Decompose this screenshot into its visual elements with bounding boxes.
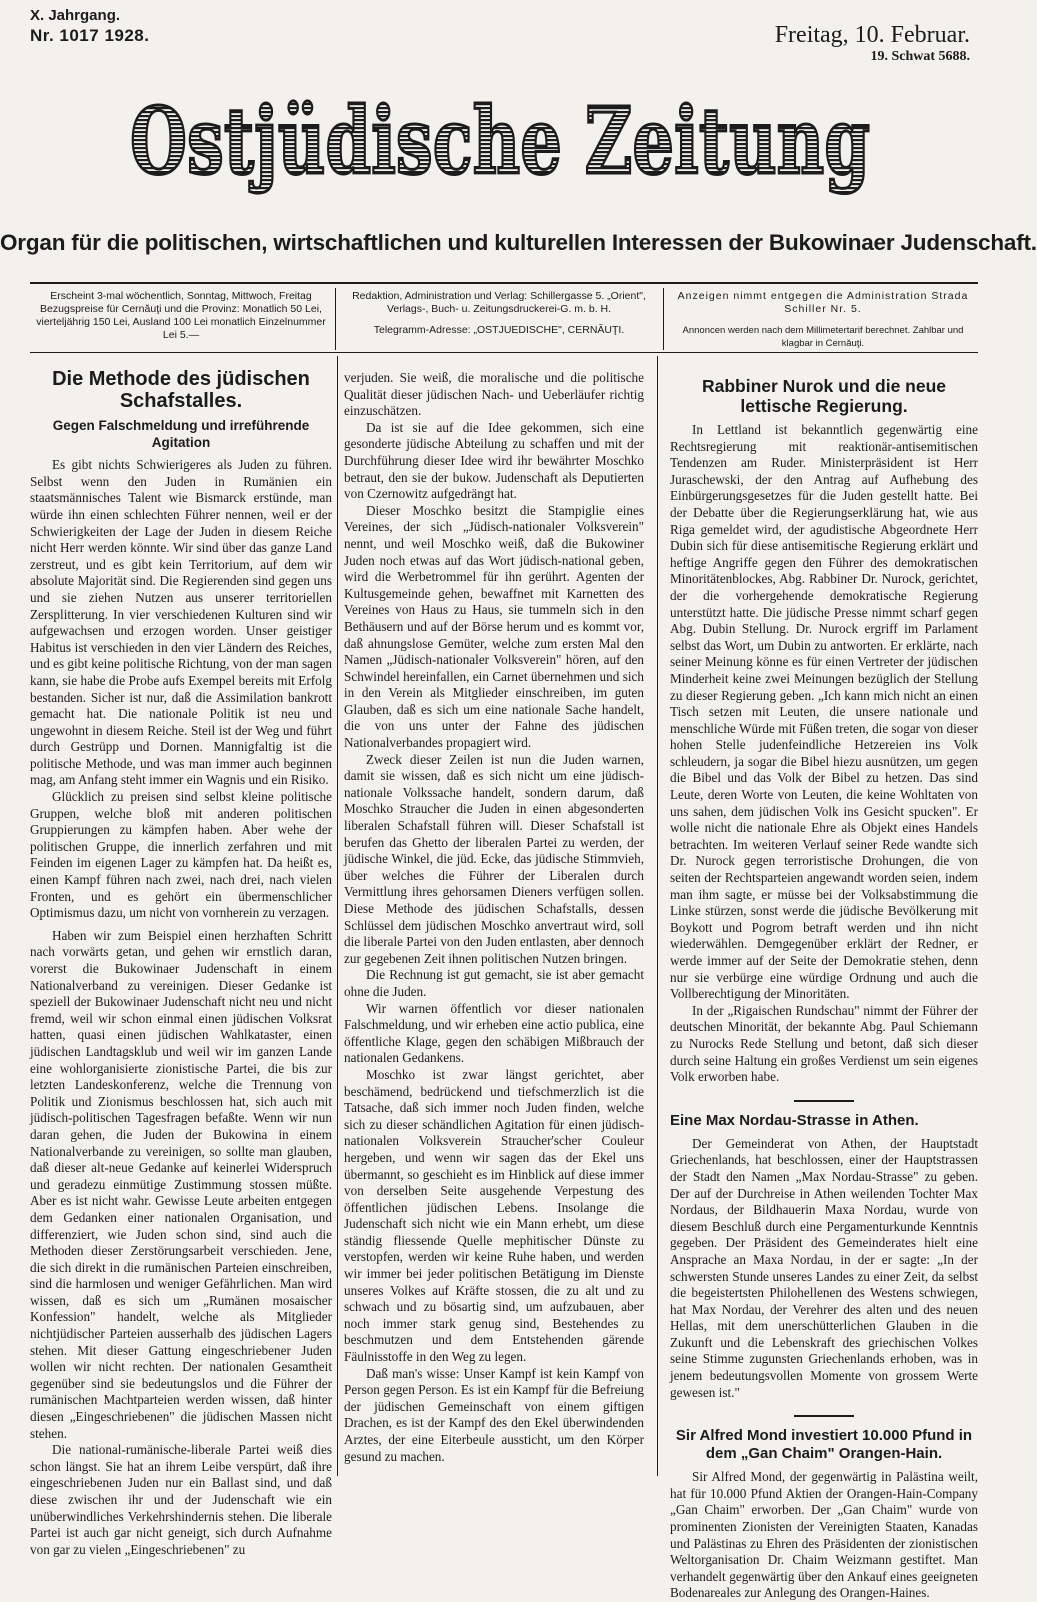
info-divider-2 bbox=[663, 288, 664, 350]
paragraph: Dieser Moschko besitzt die Stampiglie eines Vereines, der sich „Jüdisch-nationaler Volksverein" nennt, und weil Moschko weiß, daß die Bukowiner Juden noch etwas auf das Wort jüdisch-national geben, wird die Werbetrommel für ihn gerührt. Agenten der Kultusgemeinde gehen, bewaffnet mit Karnetten des Vereines von Haus zu Haus, sie tummeln sich in den Bethäusern und auf der Börse herum und es kommt vor, daß ahnungslose Gemüter, welche zum ersten Mal den Namen „Jüdisch-nationaler Volksverein" hören, auf den Schwindel hereinfallen, ein Carnet übernehmen und sich in den Verein als Mitglieder einschreiben, im guten Glauben, daß es sich um eine nationale Sache handelt, die von uns unter der Fahne des jüdischen Nationalverbandes propagiert wird. bbox=[344, 502, 644, 751]
issue-info bbox=[30, 6, 149, 46]
paragraph: Glücklich zu preisen sind selbst kleine politische Gruppen, welche bloß mit anderen politischen Gruppierungen zu kämpfen haben. Aber wehe der politischen Gruppe, die innerlich zerfahren und mit Feinden im eigenen Lager zu kämpfen hat. Da heißt es, einen Kampf führen nach zwei, nach drei, nach vielen Fronten, und es gehört ein übermenschlicher Optimismus dazu, um nicht von vornherein zu verzagen. bbox=[30, 789, 332, 921]
advertising-address: Anzeigen nimmt entgegen die Administration Strada Schiller Nr. 5. bbox=[677, 290, 969, 315]
paragraph: Es gibt nichts Schwierigeres als Juden zu führen. Selbst wenn den Juden in Rumänien ein staatsmännisches Talent wie Bismarck erstünde, man würde ihn einen schlechten Führer nennen, weil er der Schwierigkeiten der Lage der Juden in diesem Reiche nicht Herr werden könnte. Wir sind über das ganze Land zerstreut, und es gibt kein Territorium, auf dem wir absolute Majorität sind. Die Regierenden sind gegen uns und sie ziehen Nutzen aus unserer territoriellen Zersplitterung. In vier verschiedenen Kulturen sind wir aufgewachsen und erzogen worden. Unser geistiger Habitus ist verschieden in den vier Ländern des Reiches, und es gibt keine politische Richtung, von der man sagen kann, sie habe die Probe aufs Exempel bereits mit Erfolg bestanden. Sicher ist nur, daß die Assimilation bankrott gemacht hat. Die nationale Politik ist neu und ungewohnt in diesem Reiche. Steil ist der Weg und führt durch Gestrüpp und Dornen. Mannigfaltig ist die politische Methode, und was man immer auch beginnen mag, am Anfang steht immer ein Wagnis und ein Risiko. bbox=[30, 457, 332, 788]
info-bottom-rule bbox=[30, 352, 978, 353]
advertising-note: Annoncen werden nach dem Millimetertarif berechnet. Zahlbar und klagbar in Cernăuţi. bbox=[682, 325, 964, 349]
info-divider-1 bbox=[335, 288, 336, 350]
hebrew-date: 19. Schwat 5688. bbox=[870, 49, 970, 64]
issue-number: Nr. 1017 1928. bbox=[30, 26, 150, 45]
issue-date: Freitag, 10. Februar. bbox=[774, 22, 970, 48]
article-title: Eine Max Nordau-Strasse in Athen. bbox=[670, 1111, 919, 1129]
volume-label: X. Jahrgang. bbox=[30, 7, 121, 24]
paragraph: Sir Alfred Mond, der gegenwärtig in Palästina weilt, hat für 10.000 Pfund Aktien der Orangen-Hain-Company „Gan Chaim" erworben. Der „Gan Chaim" wurde von prominenten Zionisten der Vereinigten Staaten, Kanadas und Palästinas zu Ehren des Präsidenten der zionistischen Weltorganisation Dr. Chaim Weizmann gestiftet. Man verhandelt gegenwärtig über den Ankauf eines geeigneten Bodenareales zur Anlegung des Orangen-Haines. bbox=[670, 1469, 978, 1601]
subscription-info: Erscheint 3-mal wöchentlich, Sonntag, Mittwoch, Freitag Bezugspreise für Cernăuţi und die Provinz: Monatlich 50 Lei, vierteljährig 150 Lei, Ausland 100 Lei monatlich Einzelnummer Lei 5.— bbox=[36, 290, 326, 341]
paragraph: Wir warnen öffentlich vor dieser nationalen Falschmeldung, und wir erheben eine actio publica, eine öffentliche Klage, gegen den schäbigen Mißbrauch der nationalen Gedankens. bbox=[344, 1000, 644, 1066]
paragraph: Die Rechnung ist gut gemacht, sie ist aber gemacht ohne die Juden. bbox=[344, 967, 644, 999]
paragraph: In der „Rigaischen Rundschau" nimmt der Führer der deutschen Minorität, der bekannte Abg. Paul Schiemann zu Nurocks Rede Stellung und betont, daß sich dieser durch seine Haltung ein großes Verdienst um sein eigenes Volk erworben habe. bbox=[670, 1002, 978, 1085]
article-separator bbox=[794, 1100, 854, 1102]
column-divider-2 bbox=[657, 356, 658, 1476]
paragraph: Die national-rumänische-liberale Partei weiß dies schon längst. Sie hat an ihrem Leibe verspürt, daß ihre eingeschriebenen Juden nur ein Ballast sind, und daß diese zwischen ihr und der Judenschaft wie ein unüberwindliches Verkehrshindernis stehen. Die liberale Partei ist auch gar nicht geneigt, sich durch Aufnahme von gar zu vielen „Eingeschriebenen" zu bbox=[30, 1442, 332, 1557]
column-divider-1 bbox=[337, 356, 338, 1476]
article-title: Rabbiner Nurok und die neue lettische Regierung. bbox=[701, 376, 947, 416]
column-1 bbox=[30, 360, 332, 1557]
paragraph: Der Gemeinderat von Athen, der Hauptstadt Griechenlands, hat beschlossen, einer der Hauptstrassen der Stadt den Namen „Max Nordau-Strasse" zu geben. Der auf der Durchreise in Athen weilenden Tochter Max Nordaus, der Bildhauerin Maxa Nordau, wurde von diesem Beschluß durch eine Pergamenturkunde Kenntnis gegeben. Der Präsident des Gemeinderates hielt eine Ansprache an Maxa Nordau, in der er sagte: „In der schwersten Stunde unseres Landes zu einer Zeit, da selbst die begeistertsten Philohellenen des Westens schwiegen, hat Max Nordau, der Verehrer des alten und des neuen Hellas, mit dem unerschütterlichen Glauben in die Zukunft und die Lebenskraft des griechischen Volkes seine Stimme zugunsten Griechenlands erhoben, was in jenem bedeutungsvollen Momente von grossem Werte gewesen ist." bbox=[670, 1135, 978, 1400]
paragraph: Zweck dieser Zeilen ist nun die Juden warnen, damit sie wissen, daß es sich nicht um eine jüdisch-nationale Volkssache handelt, sondern darum, daß Moschko Straucher die Juden in einen abgesonderten liberalen Schafstall führen will. Dieser Schafstall ist berufen das Ghetto der liberalen Partei zu werden, der jüdische Winkel, die jüd. Ecke, das jüdische Stimmvieh, über welches die Führer der Liberalen durch Vermittlung ihres gehorsamen Dieners verfügen sollen. Diese Methode des jüdischen Schafstalls, dessen Schlüssel dem jüdischen Moschko anvertraut wird, soll die liberale Partei von den Juden entlasten, aber dennoch zur gegebenen Zeit ihnen politischen Nutzen bringen. bbox=[344, 751, 644, 966]
advertising-info bbox=[668, 290, 978, 349]
paragraph: Moschko ist zwar längst gerichtet, aber beschämend, bedrückend und tiefschmerzlich ist die Tatsache, daß sich immer noch Juden finden, welche sich zu dieser schändlichen Agitation für einen jüdisch-nationalen Volksverein Straucher'scher Couleur hergeben, und wenn wir sagen das der Ekel uns übermannt, so geschieht es im Hinblick auf diese immer von derselben Seite ausgehende Verpestung des öffentlichen jüdischen Lebens. Insolange die Judenschaft sich nicht wie ein Mann erhebt, um diese ständig fliessende Quelle mephitischer Dünste zu verstopfen, werden wir keine Ruhe haben, und werden wir immer bei jeder politischen Betätigung im Dienste unseres Volkes auf Kräfte stossen, die zu alt und zu schwach und zu bösartig sind, um aufzubauen, aber noch immer stark genug sind, Bestehendes zu beschmutzen und dem Entstehenden gärende Fäulnisstoffe in den Weg zu legen. bbox=[344, 1066, 644, 1365]
paragraph: Da ist sie auf die Idee gekommen, sich eine gesonderte jüdische Abteilung zu schaffen und mit der Durchführung dieser Idee wird ihr bewährter Moschko betraut, den sie der bukow. Judenschaft als Deputierten von Czernowitz aufgedrängt hat. bbox=[344, 419, 644, 502]
column-2 bbox=[344, 360, 644, 1475]
paragraph: verjuden. Sie weiß, die moralische und die politische Qualität dieser jüdischen Nach- und Ueberläufer richtig einzuschätzen. bbox=[344, 370, 644, 419]
newspaper-subtitle: Organ für die politischen, wirtschaftlichen und kulturellen Interessen der Bukowinaer Judenschaft. bbox=[0, 230, 1037, 255]
article-title: Die Methode des jüdischen Schafstalles. bbox=[52, 368, 310, 412]
column-3 bbox=[670, 360, 978, 1601]
top-rule bbox=[30, 282, 978, 284]
editorial-info bbox=[338, 290, 660, 346]
article-separator bbox=[794, 1415, 854, 1417]
telegram-address: Telegramm-Adresse: „OSTJUEDISCHE", CERNĂUŢI. bbox=[373, 324, 625, 336]
paragraph: Daß man's wisse: Unser Kampf ist kein Kampf von Person gegen Person. Es ist ein Kampf für die Befreiung der jüdischen Gemeinschaft von einem giftigen Drachen, es ist der Kampf des den Ekel überwindenden Arztes, der eine Eiterbeule aussticht, um den Körper gesund zu machen. bbox=[344, 1365, 644, 1464]
article-title: Sir Alfred Mond investiert 10.000 Pfund in dem „Gan Chaim" Orangen-Hain. bbox=[675, 1427, 973, 1463]
masthead-title: Ostjüdische Zeitung bbox=[130, 87, 870, 195]
article-subtitle: Gegen Falschmeldung und irreführende Agitation bbox=[52, 418, 310, 450]
paragraph: In Lettland ist bekanntlich gegenwärtig eine Rechtsregierung mit reaktionär-antisemitischen Tendenzen am Ruder. Ministerpräsident ist Herr Juraschewski, der den Antrag auf Aufhebung des Einbürgerungsgesetzes für die Juden gestellt hatte. Bei der Debatte über die Regierungserklärung hat, wie aus Riga gemeldet wird, der agudistische Abgeordnete Herr Dubin sich für diese antisemitische Regierung erklärt und heftige Angriffe gegen den Führer des demokratischen Minoritätenblockes, Abg. Rabbiner Dr. Nurock, gerichtet, der die vorhergehende demokratische Regierung unterstützt hatte. Die jüdische Presse nimmt scharf gegen Abg. Dubin Stellung. Dr. Nurock ergriff im Parlament selbst das Wort, um Dubin zu antworten. Er erklärte, nach seiner Meinung könne es für einen Vertreter der jüdischen Minderheit keine zwei Meinungen bezüglich der Stellung zu dieser Regierung geben. „Ich kann mich nicht an einen Tisch setzen mit Leuten, die unsere nationale und menschliche Würde mit Füßen treten, die sogar von dieser hohen Stelle judenfeindliche Hetzereien ins Volk schleudern, ja sogar die Bibel hiezu ausnützen, um gegen die Bibel und das Volk der Bibel zu hetzen. Das sind Leute, deren Worte von Leuten, die keine Wohltaten von uns sahen, dem jüdischen Volk ins Gesicht spucken". Er wolle nicht die nationale Ehre als Objekt eines Handels betrachten. Im weiteren Verlauf seiner Rede wandte sich Dr. Nurock gegen terroristische Drohungen, die von seiten der Rechtsparteien angewandt worden seien, indem man ihm sagte, er müsse bei der Volksabstimmung die Linke stürzen, sonst werde die jüdische Bevölkerung mit Boykott und Pogrom betraft werden und ihn nicht wiederwählen. Demgegenüber erklärt der Redner, er werde immer auf der Seite der Demokratie stehen, denn nur sie verbürge eine würdige Ordnung und auch die Vollberechtigung der Minoritäten. bbox=[670, 422, 978, 1002]
paragraph: Haben wir zum Beispiel einen herzhaften Schritt nach vorwärts getan, und gehen wir ernstlich daran, vorerst die Bukowinaer Judenschaft in einem Nationalverband zu vereinigen. Dieser Gedanke ist speziell der Bukowinaer Judenschaft nicht neu und nicht fremd, weil wir schon einmal einen jüdischen Volksrat hatten, quasi einen jüdischen Wahlkataster, einen jüdischen Landtagsklub und weil wir im ganzen Lande eine wohlorganisierte zionistische Partei, die bis zur letzten Landeskonferenz, welche die Trennung von Politik und Zionismus beschlossen hat, sich auch mit jüdisch-politischen Tagesfragen befaßte. Wenn wir nun daran gehen, die Juden der Bukowina in einem Nationalverbande zu vereinigen, so sollte man glauben, daß dieser alt-neue Gedanke auf keinerlei Widerspruch und geradezu einmütige Zustimmung stossen müßte. Aber es ist nicht wahr. Gewisse Leute arbeiten entgegen dem Gedanken einer nationalen Organisation, und differenziert, wie Juden schon sind, sind auch die Methoden dieser Zerstörungsarbeit verschieden. Jene, die sich direkt in die rumänischen Parteien einschreiben, sind die harmlosen und weniger Gefährlichen. Man wird wissen, daß es sich um „Rumänen mosaischer Konfession" handelt, welche als Mitglieder nichtjüdischer Parteien ausserhalb des jüdischen Lagers stehen. Mit dieser Gattung eingeschriebener Juden wollen wir nicht rechten. Der nationalen Gesamtheit gegenüber sind sie bedeutungslos und die Führer der rumänischen Machtparteien werden wissen, daß hinter diesen „Eingeschriebenen" die jüdischen Massen nicht stehen. bbox=[30, 927, 332, 1441]
editorial-address: Redaktion, Administration und Verlag: Schillergasse 5. „Orient", Verlags-, Buch- u. Zeitungsdruckerei-G. m. b. H. bbox=[352, 290, 646, 315]
masthead-logo bbox=[120, 55, 880, 220]
